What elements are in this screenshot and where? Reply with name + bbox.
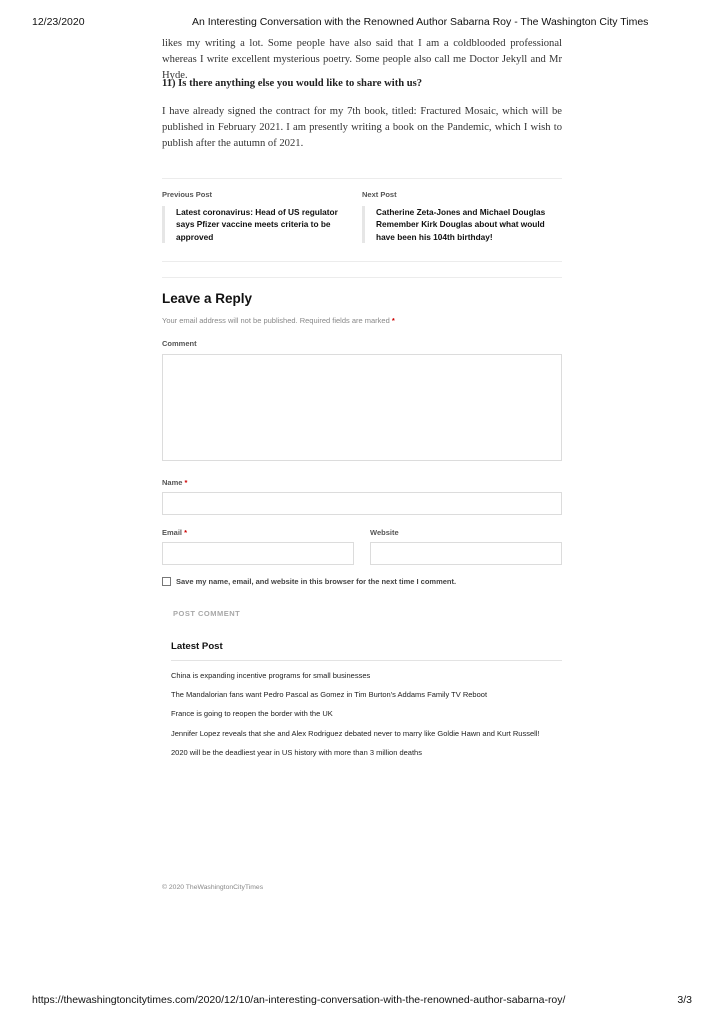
comment-textarea[interactable] <box>162 354 562 461</box>
page-number: 3/3 <box>677 994 692 1006</box>
interview-answer: I have already signed the contract for my 7th book, titled: Fractured Mosaic, which will be published in February 2021. I am presently writing a book on the Pandemic, which I wish to publish after the autumn of 2021. <box>162 106 562 149</box>
next-post-link[interactable]: Catherine Zeta-Jones and Michael Douglas Remember Kirk Douglas about what would have been his 104th birthday! <box>362 206 557 243</box>
article-body <box>162 36 562 149</box>
comment-notes-text: Your email address will not be published. Required fields are marked <box>162 316 390 325</box>
website-label: Website <box>370 528 399 537</box>
interview-question: 11) Is there anything else you would like to share with us? <box>162 78 423 89</box>
latest-post-item[interactable]: France is going to reopen the border with the UK <box>171 709 333 719</box>
post-comment-button[interactable]: POST COMMENT <box>173 609 241 618</box>
print-header <box>32 16 692 30</box>
name-field[interactable] <box>162 492 562 515</box>
save-consent-row <box>162 577 456 586</box>
print-date: 12/23/2020 <box>32 16 85 28</box>
name-required-mark: * <box>184 478 188 487</box>
section-divider <box>162 277 562 278</box>
latest-post-widget <box>171 641 562 757</box>
comment-notes <box>162 316 395 325</box>
email-field[interactable] <box>162 542 354 565</box>
latest-post-item[interactable]: Jennifer Lopez reveals that she and Alex Rodriguez debated never to marry like Goldie Hawn and Kurt Russell! <box>171 728 540 738</box>
latest-post-list <box>171 671 540 767</box>
email-label-text: Email <box>162 528 183 537</box>
previous-post <box>162 190 357 243</box>
comment-label: Comment <box>162 339 197 348</box>
next-post-label: Next Post <box>362 190 397 199</box>
latest-post-item[interactable]: China is expanding incentive programs for small businesses <box>171 671 371 680</box>
email-required-mark: * <box>184 528 188 537</box>
name-label-text: Name <box>162 478 183 487</box>
latest-post-item[interactable]: The Mandalorian fans want Pedro Pascal as Gomez in Tim Burton's Addams Family TV Reboot <box>171 690 488 700</box>
email-label <box>162 528 187 537</box>
print-page-title: An Interesting Conversation with the Renowned Author Sabarna Roy - The Washington City Times <box>192 16 649 28</box>
required-mark: * <box>391 316 395 325</box>
next-post <box>362 190 557 243</box>
latest-post-heading: Latest Post <box>171 641 562 661</box>
latest-post-item[interactable]: 2020 will be the deadliest year in US history with more than 3 million deaths <box>171 747 422 757</box>
name-label <box>162 478 187 487</box>
print-url: https://thewashingtoncitytimes.com/2020/12/10/an-interesting-conversation-with-the-renowned-author-sabarna-roy/ <box>32 994 566 1006</box>
post-navigation <box>162 178 562 262</box>
previous-post-label: Previous Post <box>162 190 213 199</box>
website-field[interactable] <box>370 542 562 565</box>
save-consent-label: Save my name, email, and website in this browser for the next time I comment. <box>176 577 457 586</box>
article-paragraph: likes my writing a lot. Some people have also said that I am a coldblooded professional whereas I write excellent mysterious poetry. Some people also call me Doctor Jekyll and Mr Hyde. <box>162 38 562 81</box>
copyright: © 2020 TheWashingtonCityTimes <box>162 884 264 891</box>
save-consent-checkbox[interactable] <box>162 577 171 586</box>
previous-post-link[interactable]: Latest coronavirus: Head of US regulator says Pfizer vaccine meets criteria to be approved <box>162 206 357 243</box>
reply-heading: Leave a Reply <box>162 291 253 306</box>
